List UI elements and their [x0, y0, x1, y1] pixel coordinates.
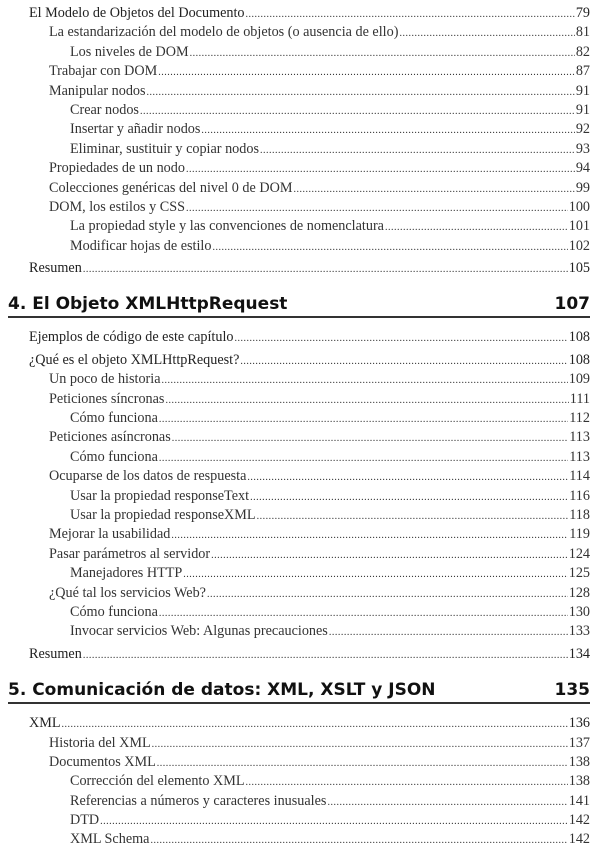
toc-entry[interactable] [0, 198, 590, 217]
toc-entry[interactable] [0, 101, 590, 120]
entry-title: DOM, los estilos y CSS [49, 198, 185, 215]
entry-page-number: 102 [568, 237, 590, 254]
entry-title: Usar la propiedad responseText [70, 487, 250, 504]
entry-page-number: 109 [568, 371, 590, 388]
entry-title: Resumen [29, 645, 82, 662]
dot-leader [247, 468, 568, 487]
dot-leader [159, 604, 568, 623]
toc-entry[interactable] [0, 772, 590, 791]
entry-page-number: 130 [568, 603, 590, 620]
entry-page-number: 137 [568, 734, 590, 751]
toc-entry[interactable] [0, 140, 590, 159]
entry-page-number: 138 [568, 773, 590, 790]
toc-entry[interactable] [0, 545, 590, 564]
dot-leader [260, 141, 575, 160]
entry-page-number: 91 [575, 101, 590, 118]
entry-title: Colecciones genéricas del nivel 0 de DOM [49, 179, 293, 196]
dot-leader [152, 735, 568, 754]
entry-page-number: 141 [568, 792, 590, 809]
dot-leader [157, 754, 568, 773]
dot-leader [250, 488, 568, 507]
entry-page-number: 111 [569, 390, 590, 407]
entry-page-number: 133 [568, 623, 590, 640]
entry-page-number: 124 [568, 545, 590, 562]
entry-title: Los niveles de DOM [70, 43, 189, 60]
entry-page-number: 128 [568, 584, 590, 601]
chapter-heading [8, 288, 590, 318]
entry-page-number: 113 [569, 448, 590, 465]
dot-leader [329, 623, 568, 642]
dot-leader [240, 352, 567, 371]
dot-leader [62, 715, 568, 734]
toc-section [0, 714, 600, 850]
toc-section [0, 4, 600, 278]
entry-page-number: 99 [575, 179, 590, 196]
entry-page-number: 81 [575, 24, 590, 41]
dot-leader [246, 773, 568, 792]
toc-entry[interactable] [0, 23, 590, 42]
toc-entry[interactable] [0, 734, 590, 753]
toc-entry[interactable] [0, 714, 590, 733]
entry-page-number: 142 [568, 831, 590, 848]
dot-leader [385, 218, 568, 237]
entry-title: El Modelo de Objetos del Documento [29, 5, 245, 21]
toc-entry[interactable] [0, 179, 590, 198]
entry-title: Propiedades de un nodo [49, 160, 185, 177]
dot-leader [246, 5, 575, 24]
entry-page-number: 93 [575, 140, 590, 157]
entry-page-number: 138 [568, 753, 590, 770]
dot-leader [100, 812, 568, 831]
dot-leader [186, 199, 568, 218]
entry-page-number: 134 [568, 645, 590, 662]
entry-page-number: 79 [575, 5, 590, 21]
toc-entry[interactable] [0, 259, 590, 278]
toc-entry[interactable] [0, 120, 590, 139]
entry-page-number: 105 [568, 260, 590, 277]
dot-leader [190, 44, 575, 63]
toc-entry[interactable] [0, 792, 590, 811]
entry-title: Cómo funciona [70, 410, 158, 427]
entry-page-number: 119 [569, 526, 590, 543]
entry-page-number: 87 [575, 63, 590, 80]
entry-title: Eliminar, sustituir y copiar nodos [70, 140, 259, 157]
toc-entry[interactable] [0, 467, 590, 486]
dot-leader [399, 24, 574, 43]
dot-leader [162, 371, 568, 390]
entry-page-number: 118 [569, 506, 590, 523]
toc-entry[interactable] [0, 428, 590, 447]
entry-page-number: 92 [575, 121, 590, 138]
entry-title: Ejemplos de código de este capítulo [29, 329, 234, 346]
dot-leader [207, 585, 568, 604]
dot-leader [211, 546, 568, 565]
entry-page-number: 100 [568, 198, 590, 215]
dot-leader [186, 160, 575, 179]
toc-entry[interactable] [0, 409, 590, 428]
entry-page-number: 82 [575, 43, 590, 60]
dot-leader [147, 83, 575, 102]
dot-leader [172, 429, 568, 448]
entry-title: Ocuparse de los datos de respuesta [49, 468, 247, 485]
entry-title: Cómo funciona [70, 603, 158, 620]
toc-entry[interactable] [0, 584, 590, 603]
entry-title: DTD [70, 812, 100, 829]
toc-entry[interactable] [0, 4, 590, 23]
entry-title: XML Schema [70, 831, 150, 848]
dot-leader [83, 646, 568, 665]
entry-title: Historia del XML [49, 734, 151, 751]
dot-leader [257, 507, 569, 526]
toc-entry[interactable] [0, 753, 590, 772]
entry-title: Corrección del elemento XML [70, 773, 245, 790]
entry-page-number: 125 [568, 565, 590, 582]
entry-title: Manipular nodos [49, 82, 146, 99]
toc-entry[interactable] [0, 645, 590, 664]
dot-leader [212, 238, 567, 257]
entry-page-number: 116 [569, 487, 590, 504]
entry-title: La estandarización del modelo de objetos (o ausencia de ello) [49, 24, 399, 41]
dot-leader [327, 793, 567, 812]
dot-leader [165, 391, 568, 410]
toc-entry[interactable] [0, 622, 590, 641]
entry-title: Trabajar con DOM [49, 63, 158, 80]
entry-page-number: 112 [569, 410, 590, 427]
entry-title: La propiedad style y las convenciones de nomenclatura [70, 218, 384, 235]
dot-leader [183, 565, 567, 584]
entry-page-number: 94 [575, 160, 590, 177]
toc-entry[interactable] [0, 506, 590, 525]
toc-entry[interactable] [0, 328, 590, 347]
entry-title: Manejadores HTTP [70, 565, 183, 582]
entry-title: Invocar servicios Web: Algunas precauciones [70, 623, 328, 640]
toc-entry[interactable] [0, 811, 590, 830]
entry-title: Peticiones síncronas [49, 390, 165, 407]
entry-title: Mejorar la usabilidad [49, 526, 171, 543]
entry-page-number: 108 [568, 351, 590, 368]
toc-entry[interactable] [0, 159, 590, 178]
chapter-title: 5. Comunicación de datos: XML, XSLT y JSON [8, 680, 436, 701]
dot-leader [150, 831, 567, 850]
chapter-page-number: 135 [554, 680, 590, 701]
entry-title: ¿Qué tal los servicios Web? [49, 584, 206, 601]
chapter-title: 4. El Objeto XMLHttpRequest [8, 294, 288, 315]
dot-leader [234, 329, 567, 348]
entry-title: Modificar hojas de estilo [70, 237, 212, 254]
entry-title: Peticiones asíncronas [49, 429, 171, 446]
toc-entry[interactable] [0, 217, 590, 236]
toc-entry[interactable] [0, 62, 590, 81]
dot-leader [159, 449, 568, 468]
entry-title: XML [29, 715, 61, 732]
entry-title: Insertar y añadir nodos [70, 121, 201, 138]
toc-entry[interactable] [0, 237, 590, 256]
entry-title: Documentos XML [49, 753, 156, 770]
entry-page-number: 114 [569, 468, 590, 485]
entry-title: Usar la propiedad responseXML [70, 506, 256, 523]
entry-page-number: 108 [568, 329, 590, 346]
entry-title: ¿Qué es el objeto XMLHttpRequest? [29, 351, 240, 368]
entry-page-number: 142 [568, 812, 590, 829]
toc-entry[interactable] [0, 525, 590, 544]
entry-page-number: 101 [568, 218, 590, 235]
toc-entry[interactable] [0, 390, 590, 409]
toc-entry[interactable] [0, 351, 590, 370]
chapter-page-number: 107 [554, 294, 590, 315]
toc-entry[interactable] [0, 82, 590, 101]
toc-entry[interactable] [0, 487, 590, 506]
entry-page-number: 113 [569, 429, 590, 446]
entry-title: Un poco de historia [49, 371, 161, 388]
dot-leader [171, 526, 568, 545]
toc-section [0, 328, 600, 664]
toc-entry[interactable] [0, 603, 590, 622]
dot-leader [158, 63, 575, 82]
dot-leader [159, 410, 568, 429]
dot-leader [140, 102, 575, 121]
toc-entry[interactable] [0, 830, 590, 849]
entry-page-number: 91 [575, 82, 590, 99]
dot-leader [201, 121, 574, 140]
entry-title: Crear nodos [70, 101, 139, 118]
chapter-heading [8, 674, 590, 704]
toc-entry[interactable] [0, 43, 590, 62]
entry-title: Resumen [29, 260, 82, 277]
dot-leader [293, 180, 574, 199]
entry-title: Pasar parámetros al servidor [49, 545, 211, 562]
toc-entry[interactable] [0, 448, 590, 467]
entry-title: Referencias a números y caracteres inusuales [70, 792, 327, 809]
entry-page-number: 136 [568, 715, 590, 732]
entry-title: Cómo funciona [70, 448, 158, 465]
toc-entry[interactable] [0, 370, 590, 389]
toc-entry[interactable] [0, 564, 590, 583]
dot-leader [83, 260, 568, 279]
